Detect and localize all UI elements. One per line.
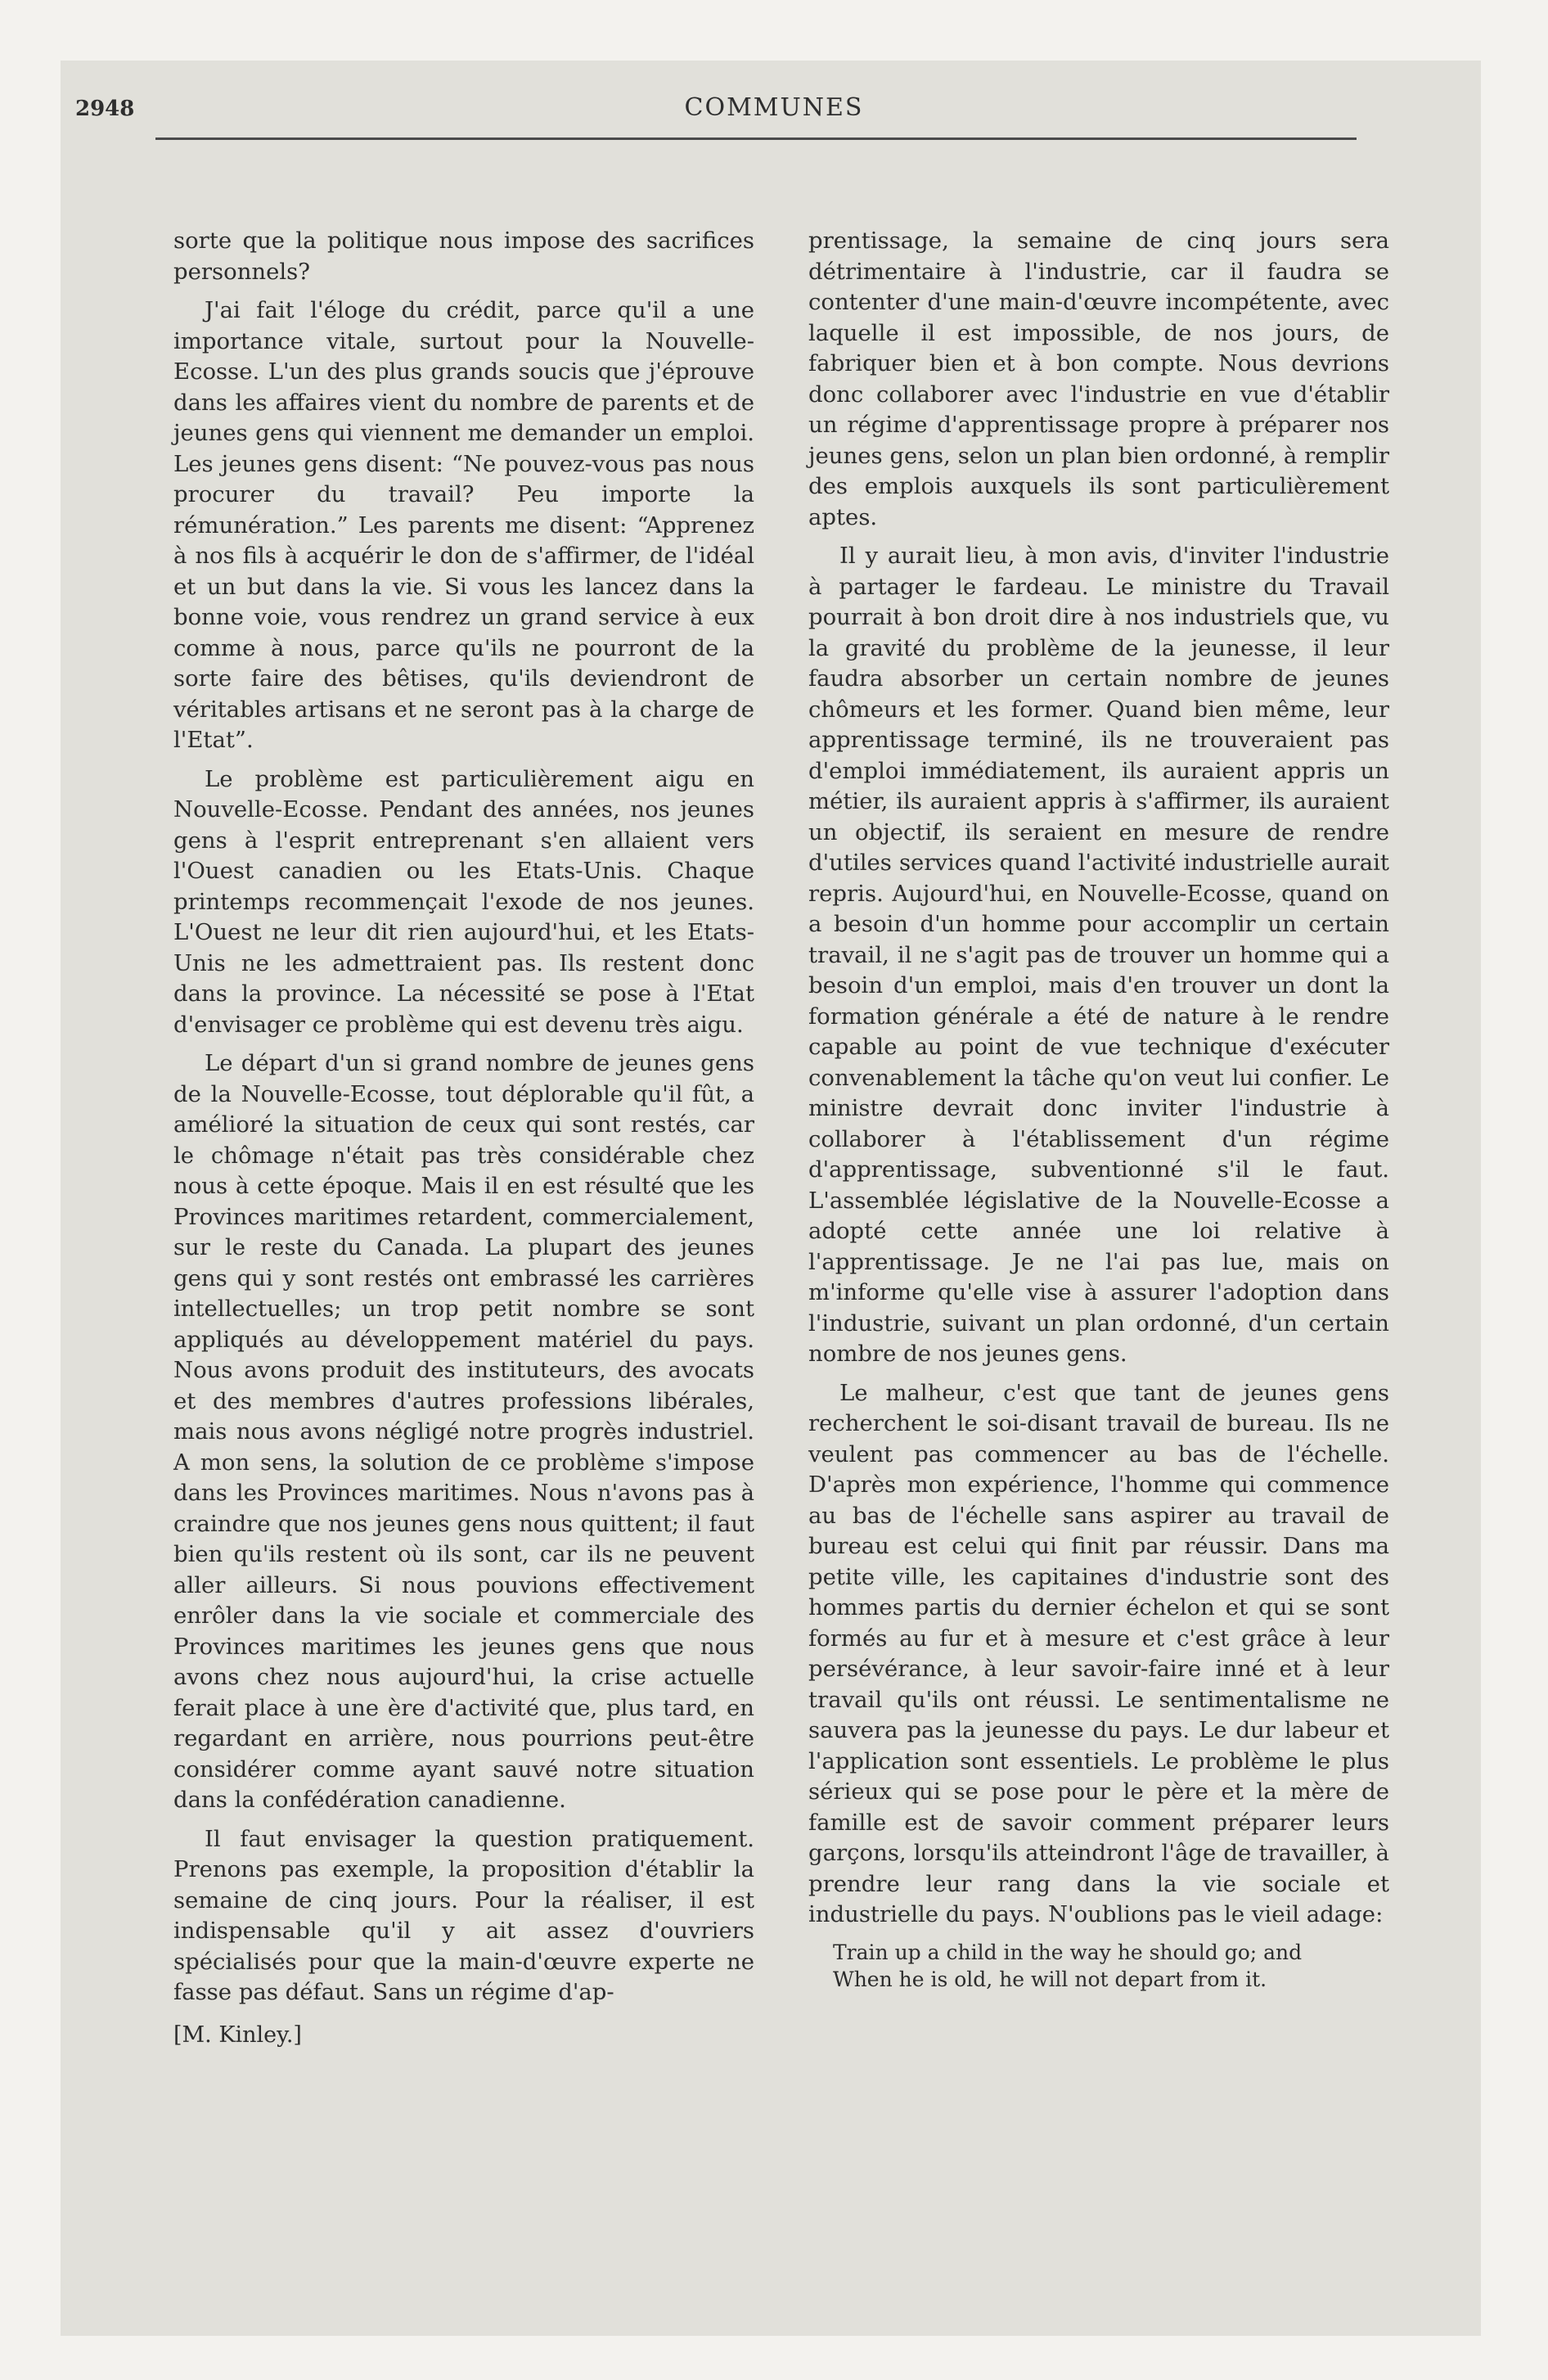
speaker-attribution: [M. Kinley.] [173,2022,302,2048]
paragraph: Le départ d'un si grand nombre de jeunes gens de la Nouvelle-Ecosse, tout déplorable qu'il fût, a amélioré la situation de ceux qui sont restés, car le chômage n'était pas très considérable chez nous à cette époque. Mais il en est résulté que les Provinces maritimes retardent, commercialement, sur le reste du Canada. La plupart des jeunes gens qui y sont restés ont embrassé les carrières intellectuelles; un trop petit nombre se sont appliqués au développement matériel du pays. Nous avons produit des instituteurs, des avocats et des membres d'autres professions libérales, mais nous avons négligé notre progrès industriel. A mon sens, la solution de ce problème s'impose dans les Provinces maritimes. Nous n'avons pas à craindre que nos jeunes gens nous quittent; il faut bien qu'ils restent où ils sont, car ils ne peuvent aller ailleurs. Si nous pouvions effectivement enrôler dans la vie sociale et commerciale des Provinces maritimes les jeunes gens que nous avons chez nous aujourd'hui, la crise actuelle ferait place à une ère d'activité que, plus tard, en regardant en arrière, nous pourrions peut-être considérer comme ayant sauvé notre situation dans la confédération canadienne. [173,1050,754,1813]
quote-line: When he is old, he will not depart from it. [833,1967,1267,1991]
paragraph: prentissage, la semaine de cinq jours sera détrimentaire à l'industrie, car il faudra se contenter d'une main-d'œuvre incompétente, avec laquelle il est impossible, de nos jours, de fabriquer bien et à bon compte. Nous devrions donc collaborer avec l'industrie en vue d'établir un régime d'apprentissage propre à préparer nos jeunes gens, selon un plan bien ordonné, à remplir des emplois auxquels ils sont particulièrement aptes. [808,228,1389,530]
paragraph: Le malheur, c'est que tant de jeunes gens recherchent le soi-disant travail de bureau. Ils ne veulent pas commencer au bas de l'échelle. D'après mon expérience, l'homme qui commence au bas de l'échelle sans aspirer au travail de bureau est celui qui finit par réussir. Dans ma petite ville, les capitaines d'industrie sont des hommes partis du dernier échelon et qui se sont formés au fur et à mesure et c'est grâce à leur persévérance, à leur savoir-faire inné et à leur travail qu'ils ont réussi. Le sentimentalisme ne sauvera pas la jeunesse du pays. Le dur labeur et l'application sont essentiels. Le problème le plus sérieux qui se pose pour le père et la mère de famille est de savoir comment préparer leurs garçons, lorsqu'ils atteindront l'âge de travailler, à prendre leur rang dans la vie sociale et industrielle du pays. N'oublions pas le vieil adage: [808,1379,1389,1927]
quote-line: Train up a child in the way he should go; and [833,1940,1303,1964]
page-number: 2948 [75,97,135,121]
paragraph: sorte que la politique nous impose des sacrifices personnels? [173,228,754,285]
paragraph: Il y aurait lieu, à mon avis, d'inviter l'industrie à partager le fardeau. Le ministre du Travail pourrait à bon droit dire à nos industriels que, vu la gravité du problème de la jeunesse, il leur faudra absorber un certain nombre de jeunes chômeurs et les former. Quand bien même, leur apprentissage terminé, ils ne trouveraient pas d'emploi immédiatement, ils auraient appris un métier, ils auraient appris à s'affirmer, ils auraient un objectif, ils seraient en mesure de rendre d'utiles services quand l'activité industrielle aurait repris. Aujourd'hui, en Nouvelle-Ecosse, quand on a besoin d'un homme pour accomplir un certain travail, il ne s'agit pas de trouver un homme qui a besoin d'un emploi, mais d'en trouver un dont la formation générale a été de nature à le rendre capable au point de vue technique d'exécuter convenablement la tâche qu'on veut lui confier. Le ministre devrait donc inviter l'industrie à collaborer à l'établissement d'un régime d'apprentissage, subventionné s'il le faut. L'assemblée législative de la Nouvelle-Ecosse a adopté cette année une loi relative à l'apprentissage. Je ne l'ai pas lue, mais on m'informe qu'elle vise à assurer l'adoption dans l'industrie, suivant un plan ordonné, d'un certain nombre de nos jeunes gens. [808,543,1389,1367]
paragraph: Il faut envisager la question pratiquement. Prenons pas exemple, la proposition d'établir la semaine de cinq jours. Pour la réaliser, il est indispensable qu'il y ait assez d'ouvriers spécialisés pour que la main-d'œuvre experte ne fasse pas défaut. Sans un régime d'ap- [173,1825,754,2005]
paragraph: J'ai fait l'éloge du crédit, parce qu'il a une importance vitale, surtout pour la Nouvelle-Ecosse. L'un des plus grands soucis que j'éprouve dans les affaires vient du nombre de parents et de jeunes gens qui viennent me demander un emploi. Les jeunes gens disent: “Ne pouvez-vous pas nous procurer du travail? Peu importe la rémunération.” Les parents me disent: “Apprenez à nos fils à acquérir le don de s'affirmer, de l'idéal et un but dans la vie. Si vous les lancez dans la bonne voie, vous rendrez un grand service à eux comme à nous, parce qu'ils ne pourront de la sorte faire des bêtises, qu'ils deviendront de véritables artisans et ne seront pas à la charge de l'Etat”. [173,297,754,753]
quotation [808,1939,1389,1993]
header-rule [155,137,1357,140]
running-head: COMMUNES [684,93,864,122]
right-column [808,226,1389,1993]
left-column [173,226,754,2050]
paragraph: Le problème est particulièrement aigu en Nouvelle-Ecosse. Pendant des années, nos jeunes gens à l'esprit entreprenant s'en allaient vers l'Ouest canadien ou les Etats-Unis. Chaque printemps recommençait l'exode de nos jeunes. L'Ouest ne leur dit rien aujourd'hui, et les Etats-Unis ne les admettraient pas. Ils restent donc dans la province. La nécessité se pose à l'Etat d'envisager ce problème qui est devenu très aigu. [173,765,754,1038]
